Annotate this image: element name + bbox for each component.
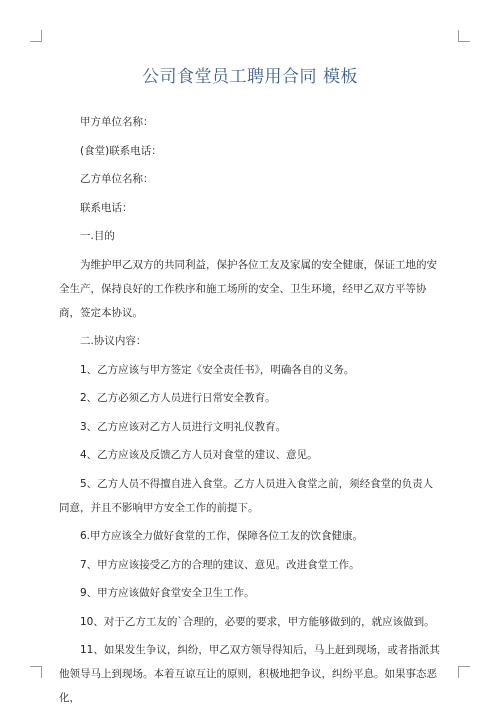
- section-1-body: 为维护甲乙双方的共同利益，保护各位工友及家属的安全健康，保证工地的安全生产，保持良好的工作秩序和施工场所的安全、卫生环境，经甲乙双方平等协商，签定本协议。: [59, 258, 437, 319]
- clause-item: 3、乙方应该对乙方人员进行文明礼仪教育。: [80, 420, 287, 433]
- clause-item: 9、甲方应该做好食堂安全卫生工作。: [80, 587, 255, 599]
- document-title: 公司食堂员工聘用合同 模板: [142, 67, 358, 87]
- document-body: [59, 110, 443, 715]
- clause-item: 5、乙方人员不得擅自进入食堂。乙方人员进入食堂之前，须经食堂的负责人同意，并且不影响甲方安全工作的前提下。: [59, 477, 434, 514]
- party-b-name-field: 乙方单位名称：: [80, 173, 154, 185]
- clause-item: 2、乙方必须乙方人员进行日常安全教育。: [80, 392, 276, 404]
- clause-item: 11、如果发生争议，纠纷，甲乙双方领导得知后，马上赶到现场，或者指派其他领导马上到现场。本着互谅互让的原则，积极地把争议，纠纷平息。如果事态恶化，: [59, 644, 440, 704]
- party-a-name-field: 甲方单位名称：: [80, 116, 154, 128]
- phone-field: 联系电话：: [80, 201, 133, 214]
- crop-mark-bottom-left: [30, 666, 42, 678]
- crop-mark-top-left: [30, 30, 42, 42]
- clause-item: 1、乙方应该与甲方签定《安全责任书》，明确各自的义务。: [80, 363, 355, 376]
- section-1-heading: 一.目的: [80, 230, 115, 242]
- clause-item: 7、甲方应该接受乙方的合理的建议、意见。改进食堂工作。: [80, 558, 360, 571]
- section-2-heading: 二.协议内容：: [80, 335, 147, 347]
- clause-item: 4、乙方应该及反馈乙方人员对食堂的建议、意见。: [80, 449, 318, 461]
- clause-item: 10、对于乙方工友的`合理的，必要的要求，甲方能够做到的，就应该做到。: [80, 615, 435, 628]
- clause-item: 6.甲方应该全力做好食堂的工作，保障各位工友的饮食健康。: [80, 530, 364, 542]
- crop-mark-bottom-right: [458, 666, 470, 678]
- crop-mark-top-right: [458, 30, 470, 42]
- canteen-phone-field: (食堂)联系电话：: [80, 144, 162, 157]
